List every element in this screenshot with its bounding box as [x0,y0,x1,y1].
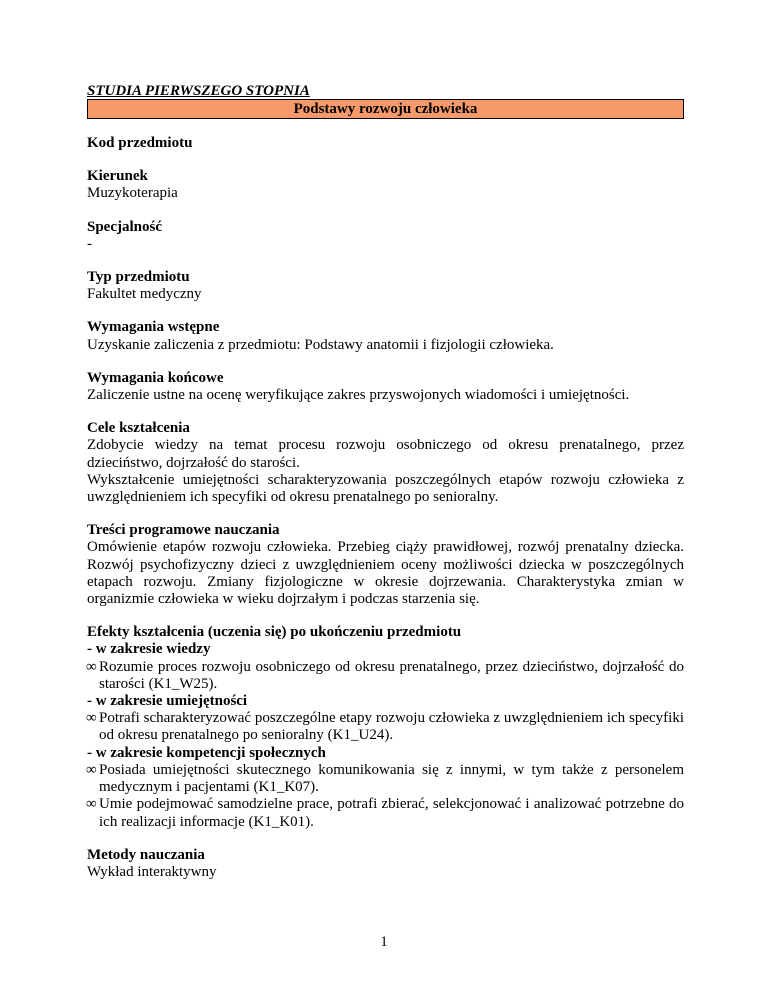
outcomes-knowledge-label: - w zakresie wiedzy [87,641,211,658]
social-list [87,762,684,831]
course-type-heading: Typ przedmiotu [87,269,190,286]
study-level: STUDIA PIERWSZEGO STOPNIA [87,83,310,99]
program-content-value: Omówienie etapów rozwoju człowieka. Przebieg ciąży prawidłowej, rozwój prenatalny dziecka. Rozwój psychofizyczny dzieci z uwzględnieniem oceny możliwości dziecka w poszczególnych etapach rozwoju. Zmiany fizjologiczne w okresie dojrzewania. Charakterystyka zmian w organizmie człowieka w wieku dojrzałym i podczas starzenia się. [87,539,684,608]
course-type-value: Fakultet medyczny [87,286,202,303]
specialty-value: - [87,235,92,252]
objectives-section [87,420,684,506]
list-item [87,796,684,830]
skills-outcome-1: Potrafi scharakteryzować poszczególne etapy rozwoju człowieka z uwzględnieniem ich specyfiki od okresu prenatalnego po senioralny (K1_U24). [99,710,684,744]
objectives-paragraph-1: Zdobycie wiedzy na temat procesu rozwoju osobniczego od okresu prenatalnego, przez dzieciństwo, dojrzałość do starości. [87,437,684,471]
list-item [87,710,684,744]
outcomes-section [87,624,684,830]
methods-value: Wykład interaktywny [87,863,217,880]
list-item [87,762,684,796]
outcomes-skills-label: - w zakresie umiejętności [87,693,248,710]
field-heading: Kierunek [87,168,148,185]
course-title-bar: Podstawy rozwoju człowieka [87,99,684,119]
infinity-bullet-icon: ∞ [86,658,97,675]
final-requirements-value: Zaliczenie ustne na ocenę weryfikujące zakres przyswojonych wiadomości i umiejętności. [87,387,630,404]
specialty-heading: Specjalność [87,218,162,235]
program-content-heading: Treści programowe nauczania [87,522,280,539]
outcomes-heading: Efekty kształcenia (uczenia się) po ukończeniu przedmiotu [87,624,462,641]
prerequisites-value: Uzyskanie zaliczenia z przedmiotu: Podstawy anatomii i fizjologii człowieka. [87,336,554,353]
document-page [87,83,684,881]
specialty-section [87,219,684,253]
social-outcome-1: Posiada umiejętności skutecznego komunikowania się z innymi, w tym także z personelem medycznym i pacjentami (K1_K07). [99,761,684,796]
knowledge-outcome-1: Rozumie proces rozwoju osobniczego od okresu prenatalnego, przez dzieciństwo, dojrzałość do starości (K1_W25). [99,658,684,692]
methods-heading: Metody nauczania [87,846,205,863]
methods-section [87,847,684,881]
prerequisites-section [87,319,684,353]
infinity-bullet-icon: ∞ [86,761,97,778]
infinity-bullet-icon: ∞ [86,796,97,813]
page-number: 1 [380,934,388,950]
final-requirements-section [87,370,684,404]
program-content-section [87,522,684,608]
skills-list [87,710,684,744]
list-item [87,659,684,693]
objectives-paragraph-2: Wykształcenie umiejętności scharakteryzowania poszczególnych etapów rozwoju człowieka z uwzględnieniem ich specyfiki od okresu prenatalnego po senioralny. [87,471,684,506]
course-code-section [87,135,684,152]
final-requirements-heading: Wymagania końcowe [87,369,224,386]
prerequisites-heading: Wymagania wstępne [87,319,220,336]
infinity-bullet-icon: ∞ [86,710,97,727]
course-code-heading: Kod przedmiotu [87,135,193,151]
field-section [87,168,684,202]
objectives-heading: Cele kształcenia [87,420,190,437]
social-outcome-2: Umie podejmować samodzielne prace, potrafi zbierać, selekcjonować i analizować potrzebne do ich realizacji informacje (K1_K01). [99,796,684,830]
knowledge-list [87,659,684,693]
course-type-section [87,269,684,303]
outcomes-social-label: - w zakresie kompetencji społecznych [87,744,326,761]
field-value: Muzykoterapia [87,185,178,202]
